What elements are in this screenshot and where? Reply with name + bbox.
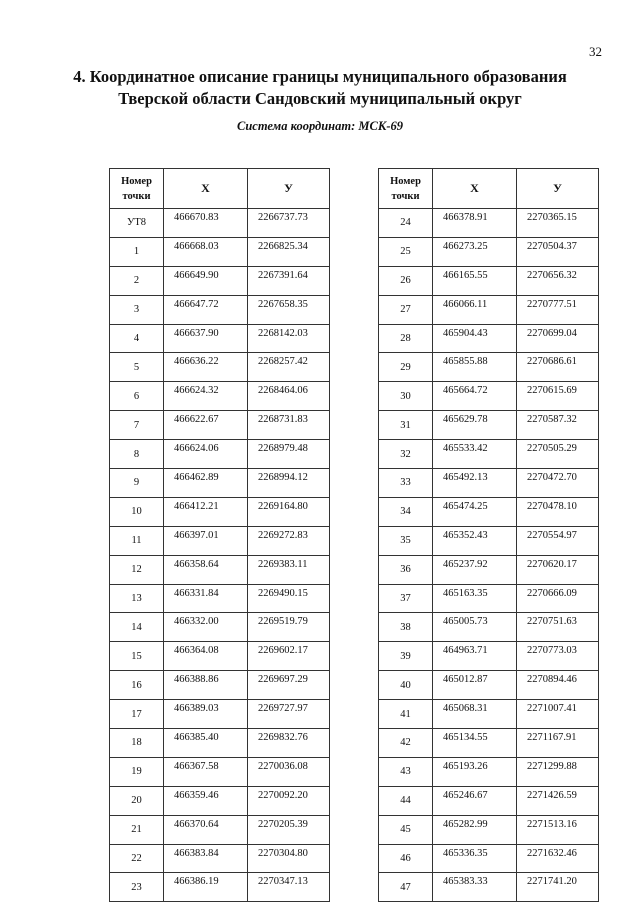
table-row [110, 786, 330, 815]
header-point-number-line-2: точки [391, 190, 420, 202]
cell-y: 2270666.09 [517, 584, 599, 613]
table-row [379, 440, 599, 469]
cell-point-number: 17 [110, 700, 164, 729]
header-x: X [433, 169, 517, 209]
cell-point-number: 33 [379, 469, 433, 498]
table-row [110, 613, 330, 642]
table-row [379, 497, 599, 526]
cell-x: 466624.32 [164, 382, 248, 411]
cell-point-number: 10 [110, 497, 164, 526]
table-row [379, 411, 599, 440]
header-point-number-line-1: Номер [390, 175, 421, 187]
table-row [379, 642, 599, 671]
table-row [110, 700, 330, 729]
cell-point-number: 47 [379, 873, 433, 902]
coordinates-table-right [378, 168, 599, 902]
table-row [110, 757, 330, 786]
cell-point-number: 27 [379, 295, 433, 324]
cell-y: 2270699.04 [517, 324, 599, 353]
table-row [379, 613, 599, 642]
cell-point-number: 22 [110, 844, 164, 873]
cell-x: 466332.00 [164, 613, 248, 642]
table-row [110, 382, 330, 411]
cell-point-number: 6 [110, 382, 164, 411]
cell-x: 465246.67 [433, 786, 517, 815]
cell-x: 466364.08 [164, 642, 248, 671]
cell-x: 465492.13 [433, 469, 517, 498]
table-row [110, 671, 330, 700]
cell-y: 2269602.17 [248, 642, 330, 671]
cell-x: 465282.99 [433, 815, 517, 844]
cell-point-number: 7 [110, 411, 164, 440]
cell-x: 465474.25 [433, 497, 517, 526]
cell-x: 465163.35 [433, 584, 517, 613]
cell-y: 2271299.88 [517, 757, 599, 786]
cell-point-number: 36 [379, 555, 433, 584]
table-row [379, 844, 599, 873]
cell-y: 2270505.29 [517, 440, 599, 469]
cell-y: 2271007.41 [517, 700, 599, 729]
cell-point-number: 38 [379, 613, 433, 642]
cell-y: 2269697.29 [248, 671, 330, 700]
table-row [110, 642, 330, 671]
cell-y: 2268731.83 [248, 411, 330, 440]
page-title-line-2: Тверской области Сандовский муниципальный округ [118, 89, 522, 108]
table-row [379, 555, 599, 584]
table-row [379, 671, 599, 700]
table-row [110, 873, 330, 902]
cell-x: 465237.92 [433, 555, 517, 584]
cell-y: 2270587.32 [517, 411, 599, 440]
cell-point-number: 25 [379, 237, 433, 266]
cell-point-number: 5 [110, 353, 164, 382]
cell-y: 2266737.73 [248, 209, 330, 238]
cell-point-number: 44 [379, 786, 433, 815]
cell-point-number: 28 [379, 324, 433, 353]
cell-point-number: 26 [379, 266, 433, 295]
cell-x: 466367.58 [164, 757, 248, 786]
table-row [379, 700, 599, 729]
page-title [0, 66, 640, 110]
cell-point-number: 45 [379, 815, 433, 844]
cell-x: 465352.43 [433, 526, 517, 555]
table-row [110, 295, 330, 324]
cell-point-number: 11 [110, 526, 164, 555]
cell-y: 2270777.51 [517, 295, 599, 324]
cell-x: 465383.33 [433, 873, 517, 902]
table-row [379, 729, 599, 758]
cell-point-number: 37 [379, 584, 433, 613]
cell-point-number: 42 [379, 729, 433, 758]
cell-point-number: 40 [379, 671, 433, 700]
table-row [379, 353, 599, 382]
cell-x: 465005.73 [433, 613, 517, 642]
table-row [379, 526, 599, 555]
cell-y: 2269383.11 [248, 555, 330, 584]
cell-x: 465336.35 [433, 844, 517, 873]
cell-y: 2270751.63 [517, 613, 599, 642]
cell-x: 466383.84 [164, 844, 248, 873]
cell-y: 2271513.16 [517, 815, 599, 844]
cell-x: 466165.55 [433, 266, 517, 295]
table-row [110, 815, 330, 844]
cell-x: 465629.78 [433, 411, 517, 440]
cell-point-number: 18 [110, 729, 164, 758]
cell-x: 466636.22 [164, 353, 248, 382]
cell-y: 2269519.79 [248, 613, 330, 642]
cell-y: 2269490.15 [248, 584, 330, 613]
cell-point-number: 35 [379, 526, 433, 555]
cell-x: 466386.19 [164, 873, 248, 902]
cell-point-number: 31 [379, 411, 433, 440]
cell-x: 465068.31 [433, 700, 517, 729]
header-point-number [379, 169, 433, 209]
cell-y: 2267391.64 [248, 266, 330, 295]
table-row [379, 209, 599, 238]
table-row [379, 324, 599, 353]
cell-point-number: 8 [110, 440, 164, 469]
table-row [379, 382, 599, 411]
cell-x: 465193.26 [433, 757, 517, 786]
cell-x: 466397.01 [164, 526, 248, 555]
table-row [379, 469, 599, 498]
cell-point-number: 1 [110, 237, 164, 266]
page-title-line-1: 4. Координатное описание границы муниципального образования [73, 67, 567, 86]
cell-y: 2270304.80 [248, 844, 330, 873]
table-row [379, 584, 599, 613]
header-y: У [248, 169, 330, 209]
cell-y: 2269272.83 [248, 526, 330, 555]
cell-x: 466385.40 [164, 729, 248, 758]
cell-y: 2269832.76 [248, 729, 330, 758]
cell-y: 2270365.15 [517, 209, 599, 238]
table-header-row [110, 169, 330, 209]
cell-y: 2270504.37 [517, 237, 599, 266]
table-row [110, 440, 330, 469]
cell-x: 465855.88 [433, 353, 517, 382]
cell-y: 2270773.03 [517, 642, 599, 671]
cell-y: 2270894.46 [517, 671, 599, 700]
table-row [110, 411, 330, 440]
coordinates-table-left-body [110, 209, 330, 902]
cell-y: 2270554.97 [517, 526, 599, 555]
table-row [379, 295, 599, 324]
cell-x: 466331.84 [164, 584, 248, 613]
cell-x: 466370.64 [164, 815, 248, 844]
cell-point-number: 34 [379, 497, 433, 526]
cell-x: 465533.42 [433, 440, 517, 469]
cell-point-number: 4 [110, 324, 164, 353]
cell-point-number: 43 [379, 757, 433, 786]
cell-y: 2268142.03 [248, 324, 330, 353]
cell-x: 466624.06 [164, 440, 248, 469]
cell-point-number: 32 [379, 440, 433, 469]
cell-x: 466668.03 [164, 237, 248, 266]
cell-x: 466462.89 [164, 469, 248, 498]
table-row [110, 555, 330, 584]
cell-point-number: 16 [110, 671, 164, 700]
cell-point-number: 23 [110, 873, 164, 902]
cell-y: 2271632.46 [517, 844, 599, 873]
cell-y: 2271426.59 [517, 786, 599, 815]
table-row [110, 209, 330, 238]
cell-y: 2270620.17 [517, 555, 599, 584]
cell-x: 466359.46 [164, 786, 248, 815]
cell-y: 2270686.61 [517, 353, 599, 382]
cell-y: 2270656.32 [517, 266, 599, 295]
cell-point-number: 14 [110, 613, 164, 642]
table-row [110, 266, 330, 295]
table-row [110, 497, 330, 526]
cell-point-number: 12 [110, 555, 164, 584]
cell-x: 466273.25 [433, 237, 517, 266]
cell-x: 465904.43 [433, 324, 517, 353]
table-row [379, 815, 599, 844]
cell-x: 466066.11 [433, 295, 517, 324]
cell-y: 2269727.97 [248, 700, 330, 729]
cell-x: 466389.03 [164, 700, 248, 729]
cell-x: 466649.90 [164, 266, 248, 295]
cell-y: 2268464.06 [248, 382, 330, 411]
cell-point-number: 15 [110, 642, 164, 671]
table-row [110, 844, 330, 873]
cell-point-number: 30 [379, 382, 433, 411]
cell-y: 2270472.70 [517, 469, 599, 498]
cell-y: 2268257.42 [248, 353, 330, 382]
cell-y: 2267658.35 [248, 295, 330, 324]
cell-x: 465012.87 [433, 671, 517, 700]
cell-x: 466647.72 [164, 295, 248, 324]
header-point-number-line-1: Номер [121, 175, 152, 187]
header-y: У [517, 169, 599, 209]
cell-y: 2266825.34 [248, 237, 330, 266]
cell-point-number: 21 [110, 815, 164, 844]
cell-point-number: 3 [110, 295, 164, 324]
cell-x: 466378.91 [433, 209, 517, 238]
cell-x: 466670.83 [164, 209, 248, 238]
table-row [110, 237, 330, 266]
table-row [110, 526, 330, 555]
header-x: X [164, 169, 248, 209]
cell-point-number: 46 [379, 844, 433, 873]
cell-point-number: 24 [379, 209, 433, 238]
cell-y: 2270036.08 [248, 757, 330, 786]
table-row [379, 757, 599, 786]
cell-y: 2271741.20 [517, 873, 599, 902]
coordinates-table-right-body [379, 209, 599, 902]
cell-y: 2270615.69 [517, 382, 599, 411]
table-row [110, 469, 330, 498]
cell-point-number: 29 [379, 353, 433, 382]
coordinate-system-label: Система координат: МСК-69 [237, 119, 403, 133]
cell-x: 465134.55 [433, 729, 517, 758]
cell-point-number: 20 [110, 786, 164, 815]
cell-y: 2270347.13 [248, 873, 330, 902]
page-number: 32 [589, 44, 602, 59]
header-point-number [110, 169, 164, 209]
cell-point-number: 39 [379, 642, 433, 671]
cell-y: 2270478.10 [517, 497, 599, 526]
cell-y: 2271167.91 [517, 729, 599, 758]
cell-y: 2268979.48 [248, 440, 330, 469]
table-row [110, 584, 330, 613]
table-row [379, 266, 599, 295]
cell-point-number: 13 [110, 584, 164, 613]
table-header-row [379, 169, 599, 209]
cell-point-number: 19 [110, 757, 164, 786]
cell-y: 2269164.80 [248, 497, 330, 526]
cell-point-number: 2 [110, 266, 164, 295]
table-row [110, 353, 330, 382]
cell-point-number: 9 [110, 469, 164, 498]
cell-y: 2268994.12 [248, 469, 330, 498]
table-row [379, 237, 599, 266]
cell-x: 466358.64 [164, 555, 248, 584]
table-row [110, 729, 330, 758]
cell-x: 465664.72 [433, 382, 517, 411]
header-point-number-line-2: точки [122, 190, 151, 202]
cell-y: 2270092.20 [248, 786, 330, 815]
cell-point-number: УТ8 [110, 209, 164, 238]
table-row [379, 786, 599, 815]
cell-x: 466622.67 [164, 411, 248, 440]
cell-x: 466637.90 [164, 324, 248, 353]
cell-x: 464963.71 [433, 642, 517, 671]
table-row [379, 873, 599, 902]
cell-point-number: 41 [379, 700, 433, 729]
cell-x: 466412.21 [164, 497, 248, 526]
cell-x: 466388.86 [164, 671, 248, 700]
cell-y: 2270205.39 [248, 815, 330, 844]
table-row [110, 324, 330, 353]
coordinates-table-left [109, 168, 330, 902]
